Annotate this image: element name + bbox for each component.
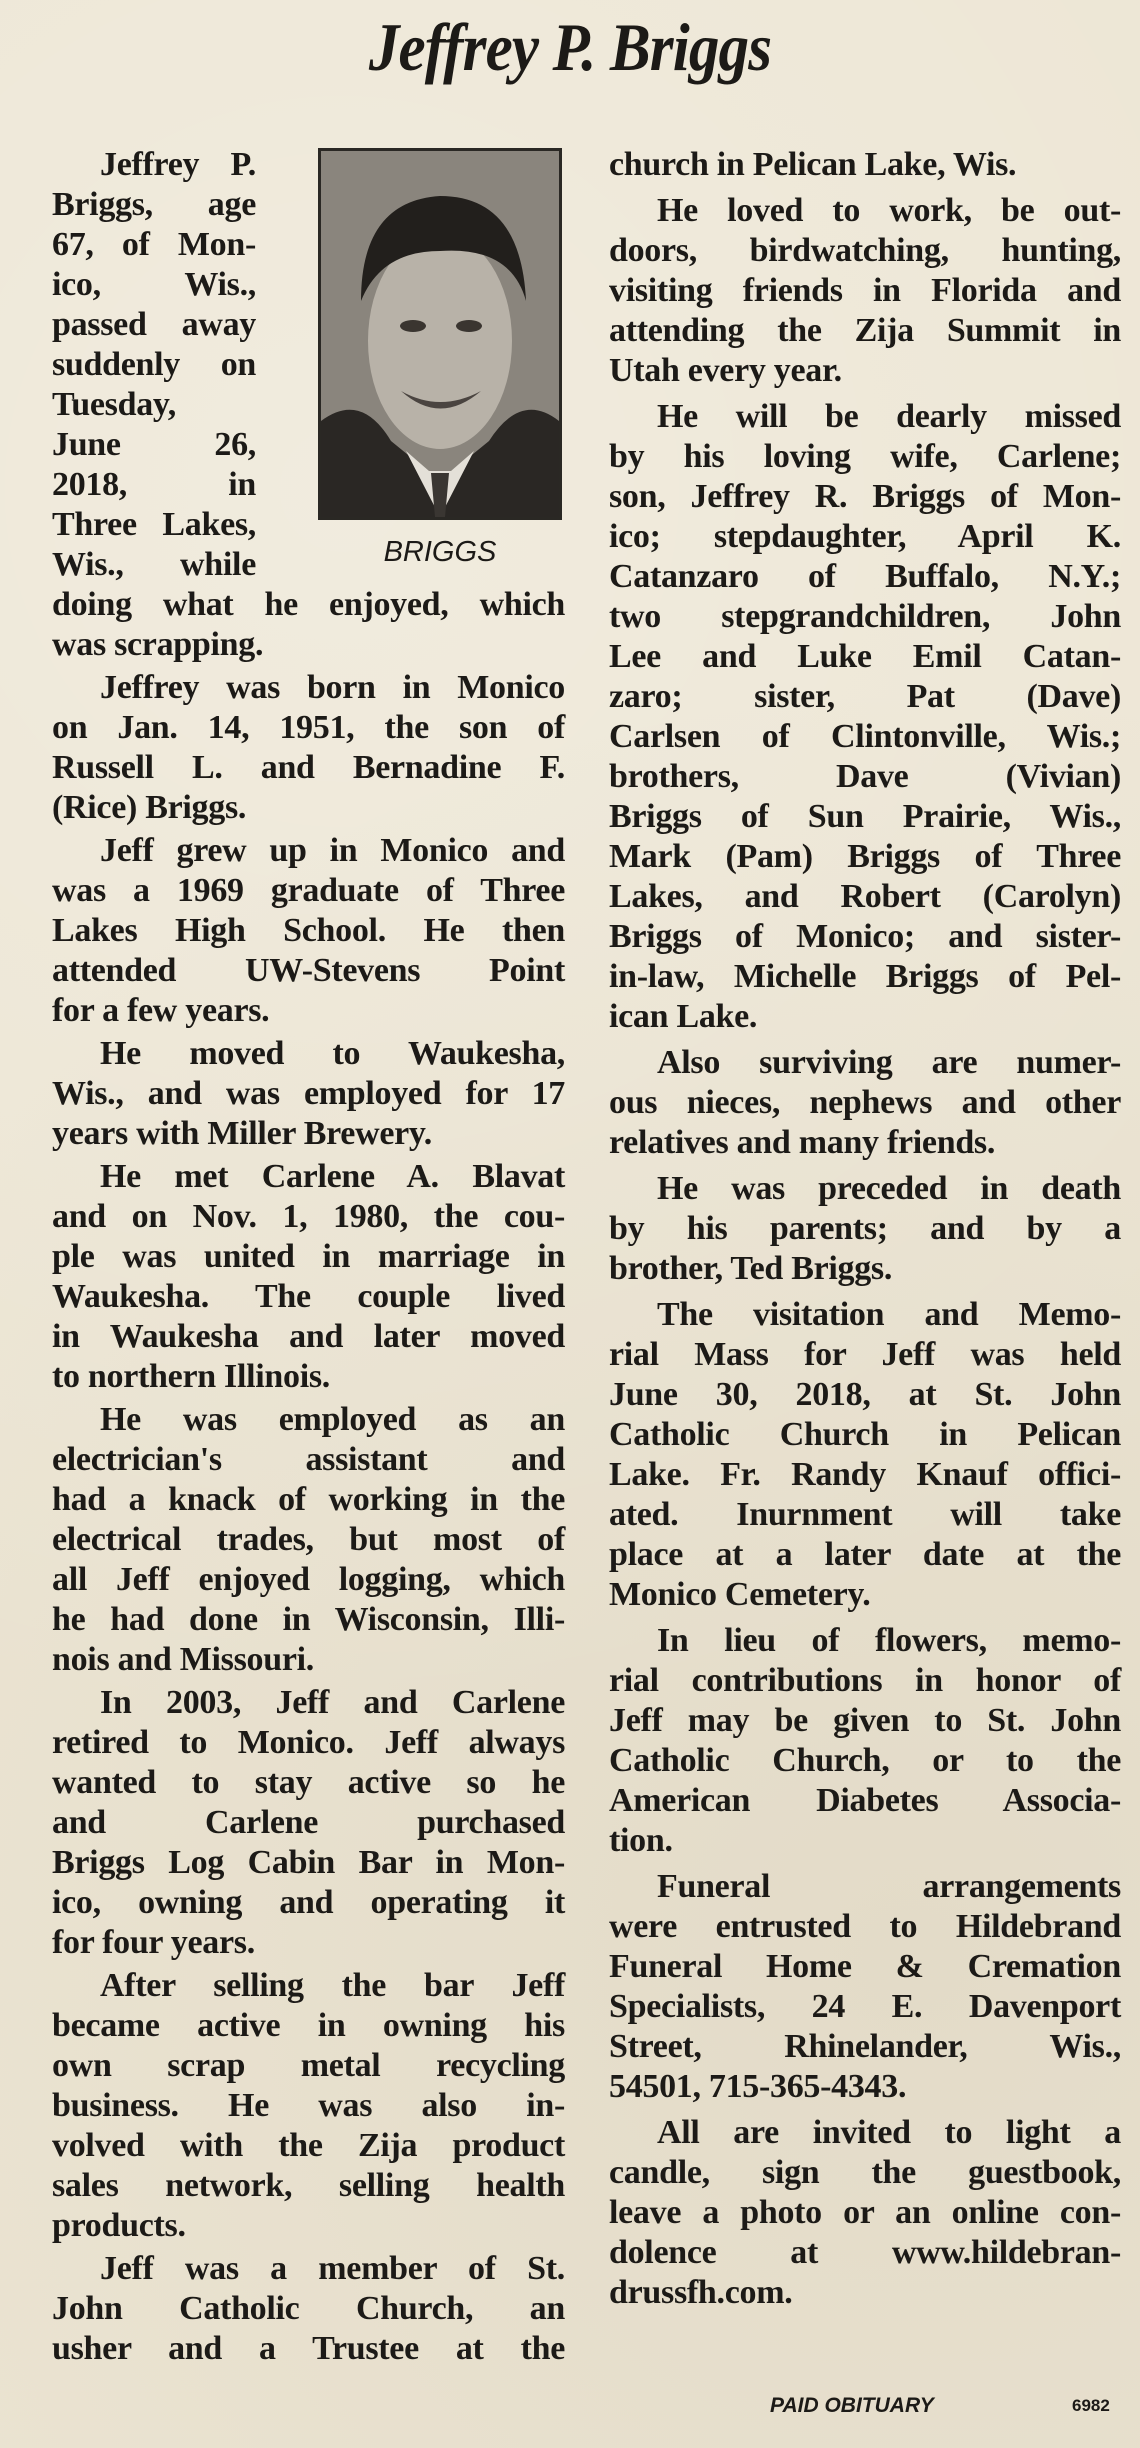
text-line: All are invited to light a <box>657 2114 1121 2151</box>
text-line: suddenly on <box>52 346 256 383</box>
text-line: Briggs of Sun Prairie, Wis., <box>609 798 1121 835</box>
obituary-paragraph <box>52 2249 565 2369</box>
text-line: He will be dearly missed <box>657 398 1121 435</box>
obituary-paragraph <box>609 2113 1121 2313</box>
text-line: attended UW-Stevens Point <box>52 952 565 989</box>
text-line: and on Nov. 1, 1980, the cou- <box>52 1198 565 1235</box>
text-line: drussfh.com. <box>609 2274 793 2311</box>
text-line: 67, of Mon- <box>52 226 256 263</box>
text-line: ated. Inurnment will take <box>609 1496 1121 1533</box>
text-line: The visitation and Memo- <box>657 1296 1121 1333</box>
text-line: doors, birdwatching, hunting, <box>609 232 1121 269</box>
text-line: on Jan. 14, 1951, the son of <box>52 709 565 746</box>
text-line: relatives and many friends. <box>609 1124 996 1161</box>
text-line: brother, Ted Briggs. <box>609 1250 893 1287</box>
text-line: John Catholic Church, an <box>52 2290 565 2327</box>
text-line: Utah every year. <box>609 352 842 389</box>
text-line: ple was united in marriage in <box>52 1238 565 1275</box>
text-line: for a few years. <box>52 992 270 1029</box>
text-line: rial contributions in honor of <box>609 1662 1121 1699</box>
text-line: Waukesha. The couple lived <box>52 1278 565 1315</box>
text-line: in Waukesha and later moved <box>52 1318 565 1355</box>
text-line: sales network, selling health <box>52 2167 565 2204</box>
text-line: son, Jeffrey R. Briggs of Mon- <box>609 478 1121 515</box>
text-line: to northern Illinois. <box>52 1358 331 1395</box>
obituary-paragraph <box>609 191 1121 391</box>
obituary-paragraph <box>52 1966 565 2246</box>
text-line: Jeff grew up in Monico and <box>100 832 565 869</box>
text-line: were entrusted to Hildebrand <box>609 1908 1121 1945</box>
text-line: ico, Wis., <box>52 266 256 303</box>
obituary-paragraph <box>609 145 1121 185</box>
text-line: Jeff was a member of St. <box>100 2250 565 2287</box>
text-line: nois and Missouri. <box>52 1641 314 1678</box>
text-line: two stepgrandchildren, John <box>609 598 1121 635</box>
right-column <box>609 145 1121 2319</box>
obituary-paragraph <box>52 145 565 585</box>
text-line: Catholic Church in Pelican <box>609 1416 1121 1453</box>
text-line: Wis., while <box>52 546 256 583</box>
text-line: candle, sign the guestbook, <box>609 2154 1121 2191</box>
obituary-paragraph <box>52 1683 565 1963</box>
text-line: in-law, Michelle Briggs of Pel- <box>609 958 1121 995</box>
text-line: Jeff may be given to St. John <box>609 1702 1121 1739</box>
text-line: Lakes High School. He then <box>52 912 565 949</box>
text-line: June 26, <box>52 426 256 463</box>
text-line: Briggs Log Cabin Bar in Mon- <box>52 1844 565 1881</box>
obituary-paragraph <box>52 831 565 1031</box>
text-line: In 2003, Jeff and Carlene <box>100 1684 565 1721</box>
left-column <box>52 145 565 2372</box>
text-line: volved with the Zija product <box>52 2127 565 2164</box>
text-line: June 30, 2018, at St. John <box>609 1376 1121 1413</box>
text-line: brothers, Dave (Vivian) <box>609 758 1121 795</box>
text-line: passed away <box>52 306 256 343</box>
text-line: Three Lakes, <box>52 506 256 543</box>
text-line: ous nieces, nephews and other <box>609 1084 1121 1121</box>
text-line: Street, Rhinelander, Wis., <box>609 2028 1121 2065</box>
text-line: Russell L. and Bernadine F. <box>52 749 565 786</box>
text-line: he had done in Wisconsin, Illi- <box>52 1601 565 1638</box>
text-line: Wis., and was employed for 17 <box>52 1075 565 1112</box>
text-line: (Rice) Briggs. <box>52 789 247 826</box>
text-line: 54501, 715-365-4343. <box>609 2068 907 2105</box>
text-line: Funeral arrangements <box>657 1868 1121 1905</box>
obituary-paragraph <box>52 668 565 828</box>
obituary-paragraph <box>52 1034 565 1154</box>
text-line: Lee and Luke Emil Catan- <box>609 638 1121 675</box>
text-line: Funeral Home & Cremation <box>609 1948 1121 1985</box>
text-line: He met Carlene A. Blavat <box>100 1158 565 1195</box>
text-line: business. He was also in- <box>52 2087 565 2124</box>
text-line: electrical trades, but most of <box>52 1521 565 1558</box>
obituary-paragraph <box>609 1169 1121 1289</box>
text-line: usher and a Trustee at the <box>52 2330 565 2367</box>
obituary-paragraph <box>609 1867 1121 2107</box>
text-line: American Diabetes Associa- <box>609 1782 1121 1819</box>
text-line: Lake. Fr. Randy Knauf offici- <box>609 1456 1121 1493</box>
text-line: He was employed as an <box>100 1401 565 1438</box>
ad-number: 6982 <box>1072 2396 1110 2415</box>
text-line: zaro; sister, Pat (Dave) <box>609 678 1121 715</box>
text-line: After selling the bar Jeff <box>100 1967 565 2004</box>
text-line: dolence at www.hildebran- <box>609 2234 1121 2271</box>
text-line: by his loving wife, Carlene; <box>609 438 1121 475</box>
text-line: 2018, in <box>52 466 256 503</box>
text-line: Jeffrey was born in Monico <box>100 669 565 706</box>
text-line: place at a later date at the <box>609 1536 1121 1573</box>
text-line: Tuesday, <box>52 386 176 423</box>
text-line: doing what he enjoyed, which <box>52 586 565 623</box>
text-line: electrician's assistant and <box>52 1441 565 1478</box>
obituary-paragraph <box>609 397 1121 1037</box>
text-line: He loved to work, be out- <box>657 192 1121 229</box>
text-line: In lieu of flowers, memo- <box>657 1622 1121 1659</box>
text-line: church in Pelican Lake, Wis. <box>609 146 1017 183</box>
obituary-paragraph <box>52 1400 565 1680</box>
obituary-paragraph <box>609 1295 1121 1615</box>
text-line: Carlsen of Clintonville, Wis.; <box>609 718 1121 755</box>
text-line: Mark (Pam) Briggs of Three <box>609 838 1121 875</box>
text-line: Jeffrey P. <box>100 146 256 183</box>
intro-paragraph <box>52 145 565 665</box>
text-line: Specialists, 24 E. Davenport <box>609 1988 1121 2025</box>
text-line: became active in owning his <box>52 2007 565 2044</box>
text-line: ico; stepdaughter, April K. <box>609 518 1121 555</box>
text-line: retired to Monico. Jeff always <box>52 1724 565 1761</box>
text-line: by his parents; and by a <box>609 1210 1121 1247</box>
obituary-paragraph <box>609 1043 1121 1163</box>
text-line: wanted to stay active so he <box>52 1764 565 1801</box>
text-line: had a knack of working in the <box>52 1481 565 1518</box>
text-line: ican Lake. <box>609 998 758 1035</box>
paid-obituary-label: PAID OBITUARY <box>770 2394 934 2417</box>
text-line: products. <box>52 2207 186 2244</box>
text-line: Monico Cemetery. <box>609 1576 871 1613</box>
text-line: years with Miller Brewery. <box>52 1115 432 1152</box>
text-line: Catanzaro of Buffalo, N.Y.; <box>609 558 1121 595</box>
text-line: Briggs, age <box>52 186 256 223</box>
photo-caption: BRIGGS <box>383 536 497 568</box>
text-line: visiting friends in Florida and <box>609 272 1121 309</box>
text-line: tion. <box>609 1822 673 1859</box>
text-line: was scrapping. <box>52 626 264 663</box>
text-line: and Carlene purchased <box>52 1804 565 1841</box>
obituary-paragraph <box>609 1621 1121 1861</box>
text-line: all Jeff enjoyed logging, which <box>52 1561 565 1598</box>
obituary-paragraph <box>52 585 565 665</box>
text-line: He moved to Waukesha, <box>100 1035 565 1072</box>
obituary-title: Jeffrey P. Briggs <box>368 9 772 85</box>
text-line: He was preceded in death <box>657 1170 1121 1207</box>
text-line: Briggs of Monico; and sister- <box>609 918 1121 955</box>
text-line: leave a photo or an online con- <box>609 2194 1121 2231</box>
text-line: for four years. <box>52 1924 255 1961</box>
text-line: Lakes, and Robert (Carolyn) <box>609 878 1121 915</box>
text-line: Catholic Church, or to the <box>609 1742 1121 1779</box>
text-line: Also surviving are numer- <box>657 1044 1121 1081</box>
text-line: rial Mass for Jeff was held <box>609 1336 1121 1373</box>
text-line: ico, owning and operating it <box>52 1884 565 1921</box>
text-line: attending the Zija Summit in <box>609 312 1121 349</box>
text-line: was a 1969 graduate of Three <box>52 872 565 909</box>
text-line: own scrap metal recycling <box>52 2047 565 2084</box>
obituary-paragraph <box>52 1157 565 1397</box>
